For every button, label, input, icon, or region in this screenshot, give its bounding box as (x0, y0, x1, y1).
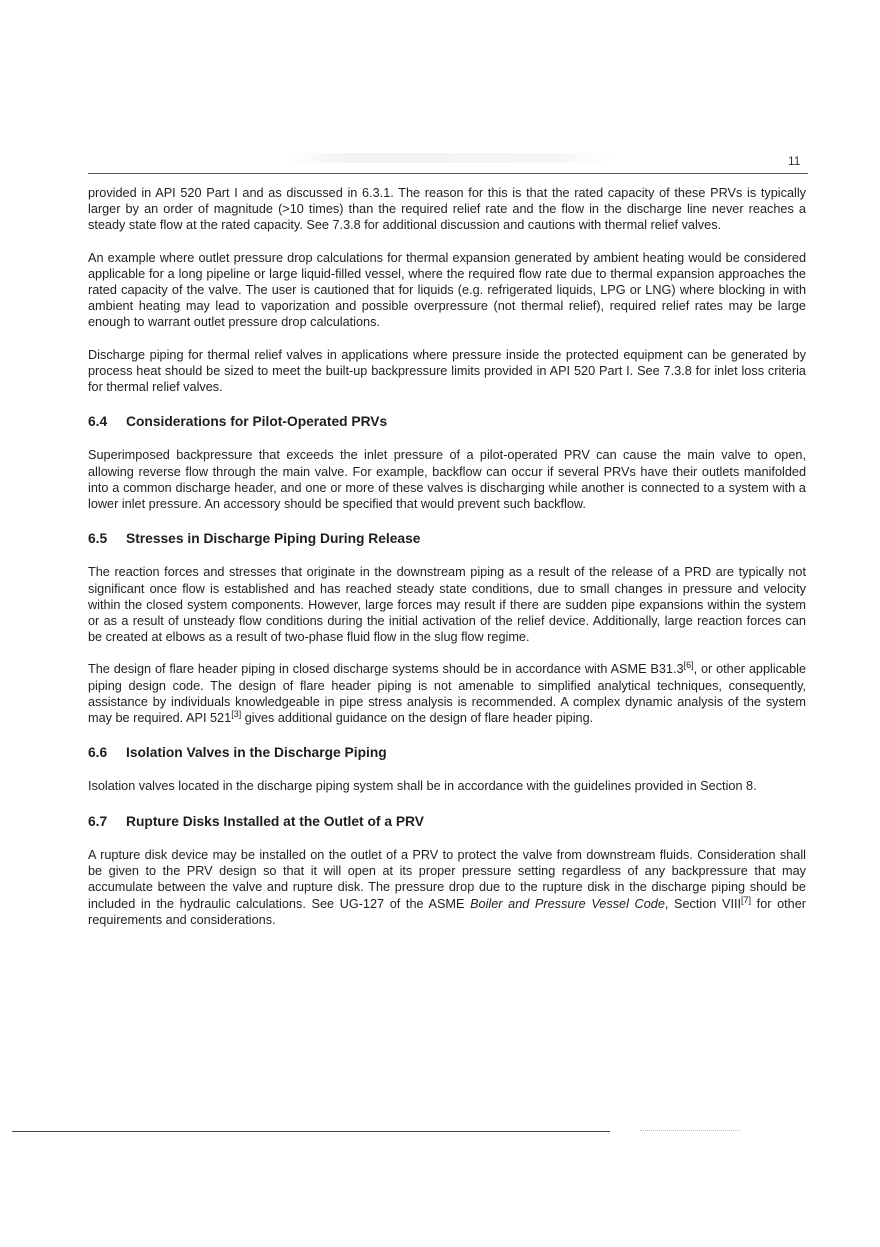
paragraph-outlet-pressure-drop-example: An example where outlet pressure drop calculations for thermal expansion generated by ambient heating would be considered applicable for a long pipeline or large liquid-filled vessel, where the required flow rate due to thermal expansion approaches the rated capacity of the valve. The user is cautioned that for liquids (e.g. refrigerated liquids, LPG or LNG) where blocking in with ambient heating may lead to vaporization and possible overpressure (not thermal relief), required relief rates may be large enough to warrant outlet pressure drop calculations. (88, 250, 806, 330)
section-number: 6.7 (88, 813, 108, 829)
section-heading-6-4 (88, 414, 806, 430)
section-heading-6-6 (88, 745, 806, 761)
text-run: gives additional guidance on the design of flare header piping. (241, 711, 594, 726)
text-run: , or other applicable piping design code. The design of flare header piping is not amenable to simplified analytical techniques, consequently, assistance by individuals knowledgeable in pipe stress analysis is recommended. A complex dynamic analysis of the system may be required. API 521 (88, 662, 806, 726)
reference-superscript: [6] (683, 660, 694, 671)
section-heading-6-7 (88, 814, 806, 830)
paragraph-isolation-valves: Isolation valves located in the discharge piping system shall be in accordance with the guidelines provided in Section 8. (88, 779, 757, 794)
paragraph-reaction-forces: The reaction forces and stresses that originate in the downstream piping as a result of the release of a PRD are typically not significant once flow is established and has reached steady state conditions, due to small changes in pressure and velocity within the closed system components. However, large forces may result if there are sudden pipe expansions within the system or as a result of unsteady flow conditions during the initial activation of the relief device. Additionally, large reaction forces can be created at elbows as a result of two-phase fluid flow in the slug flow regime. (88, 565, 806, 645)
section-number: 6.6 (88, 745, 108, 761)
paragraph-flare-header-design (88, 661, 806, 726)
section-number: 6.5 (88, 531, 108, 547)
section-title: Isolation Valves in the Discharge Piping (126, 745, 387, 761)
text-run: A rupture disk device may be installed on the outlet of a PRV to protect the valve from downstream fluids. Consideration shall be given to the PRV design so that it will open at its proper pressure setting regardless of any backpressure that may accumulate between the valve and rupture disk. The pressure drop due to the rupture disk in the discharge piping should be included in the hydraulic calculations. See UG-127 of the ASME (88, 847, 806, 911)
section-title: Rupture Disks Installed at the Outlet of a PRV (126, 813, 424, 829)
paragraph-pilot-operated-prvs: Superimposed backpressure that exceeds the inlet pressure of a pilot-operated PRV can cause the main valve to open, allowing reverse flow through the main valve. For example, backflow can occur if several PRVs have their outlets manifolded into a common discharge header, and one or more of these valves is discharging while another is connected to a system with a lower inlet pressure. An accessory should be specified that would prevent such backflow. (88, 448, 806, 512)
section-title: Stresses in Discharge Piping During Release (126, 531, 421, 547)
paragraph-thermal-relief-discharge-sizing: Discharge piping for thermal relief valves in applications where pressure inside the protected equipment can be generated by process heat should be sized to meet the built-up backpressure limits provided in API 520 Part I. See 7.3.8 for inlet loss criteria for thermal relief valves. (88, 347, 806, 395)
code-title-italic: Boiler and Pressure Vessel Code (470, 896, 665, 911)
page-body (88, 185, 806, 928)
footer-divider (12, 1131, 610, 1132)
paragraph-thermal-relief-capacity: provided in API 520 Part I and as discussed in 6.3.1. The reason for this is that the rated capacity of these PRVs is typically larger by an order of magnitude (>10 times) than the required relief rate and the flow in the discharge line never reaches a steady state flow at the rated capacity. See 7.3.8 for additional discussion and cautions with thermal relief valves. (88, 186, 806, 233)
header-running-title-faint (285, 153, 615, 163)
header-divider (88, 173, 808, 174)
section-title: Considerations for Pilot-Operated PRVs (126, 414, 388, 430)
paragraph-rupture-disks (88, 847, 806, 928)
section-number: 6.4 (88, 414, 108, 430)
page-number: 11 (788, 154, 801, 168)
text-run: The design of flare header piping in closed discharge systems should be in accordance with ASME B31.3 (88, 662, 684, 677)
reference-superscript: [7] (741, 894, 752, 905)
section-heading-6-5 (88, 531, 806, 547)
text-run: for other requirements and considerations. (88, 896, 807, 927)
footer-faint-marks (640, 1130, 740, 1134)
reference-superscript: [3] (231, 708, 242, 719)
text-run: , Section VIII (664, 896, 742, 911)
